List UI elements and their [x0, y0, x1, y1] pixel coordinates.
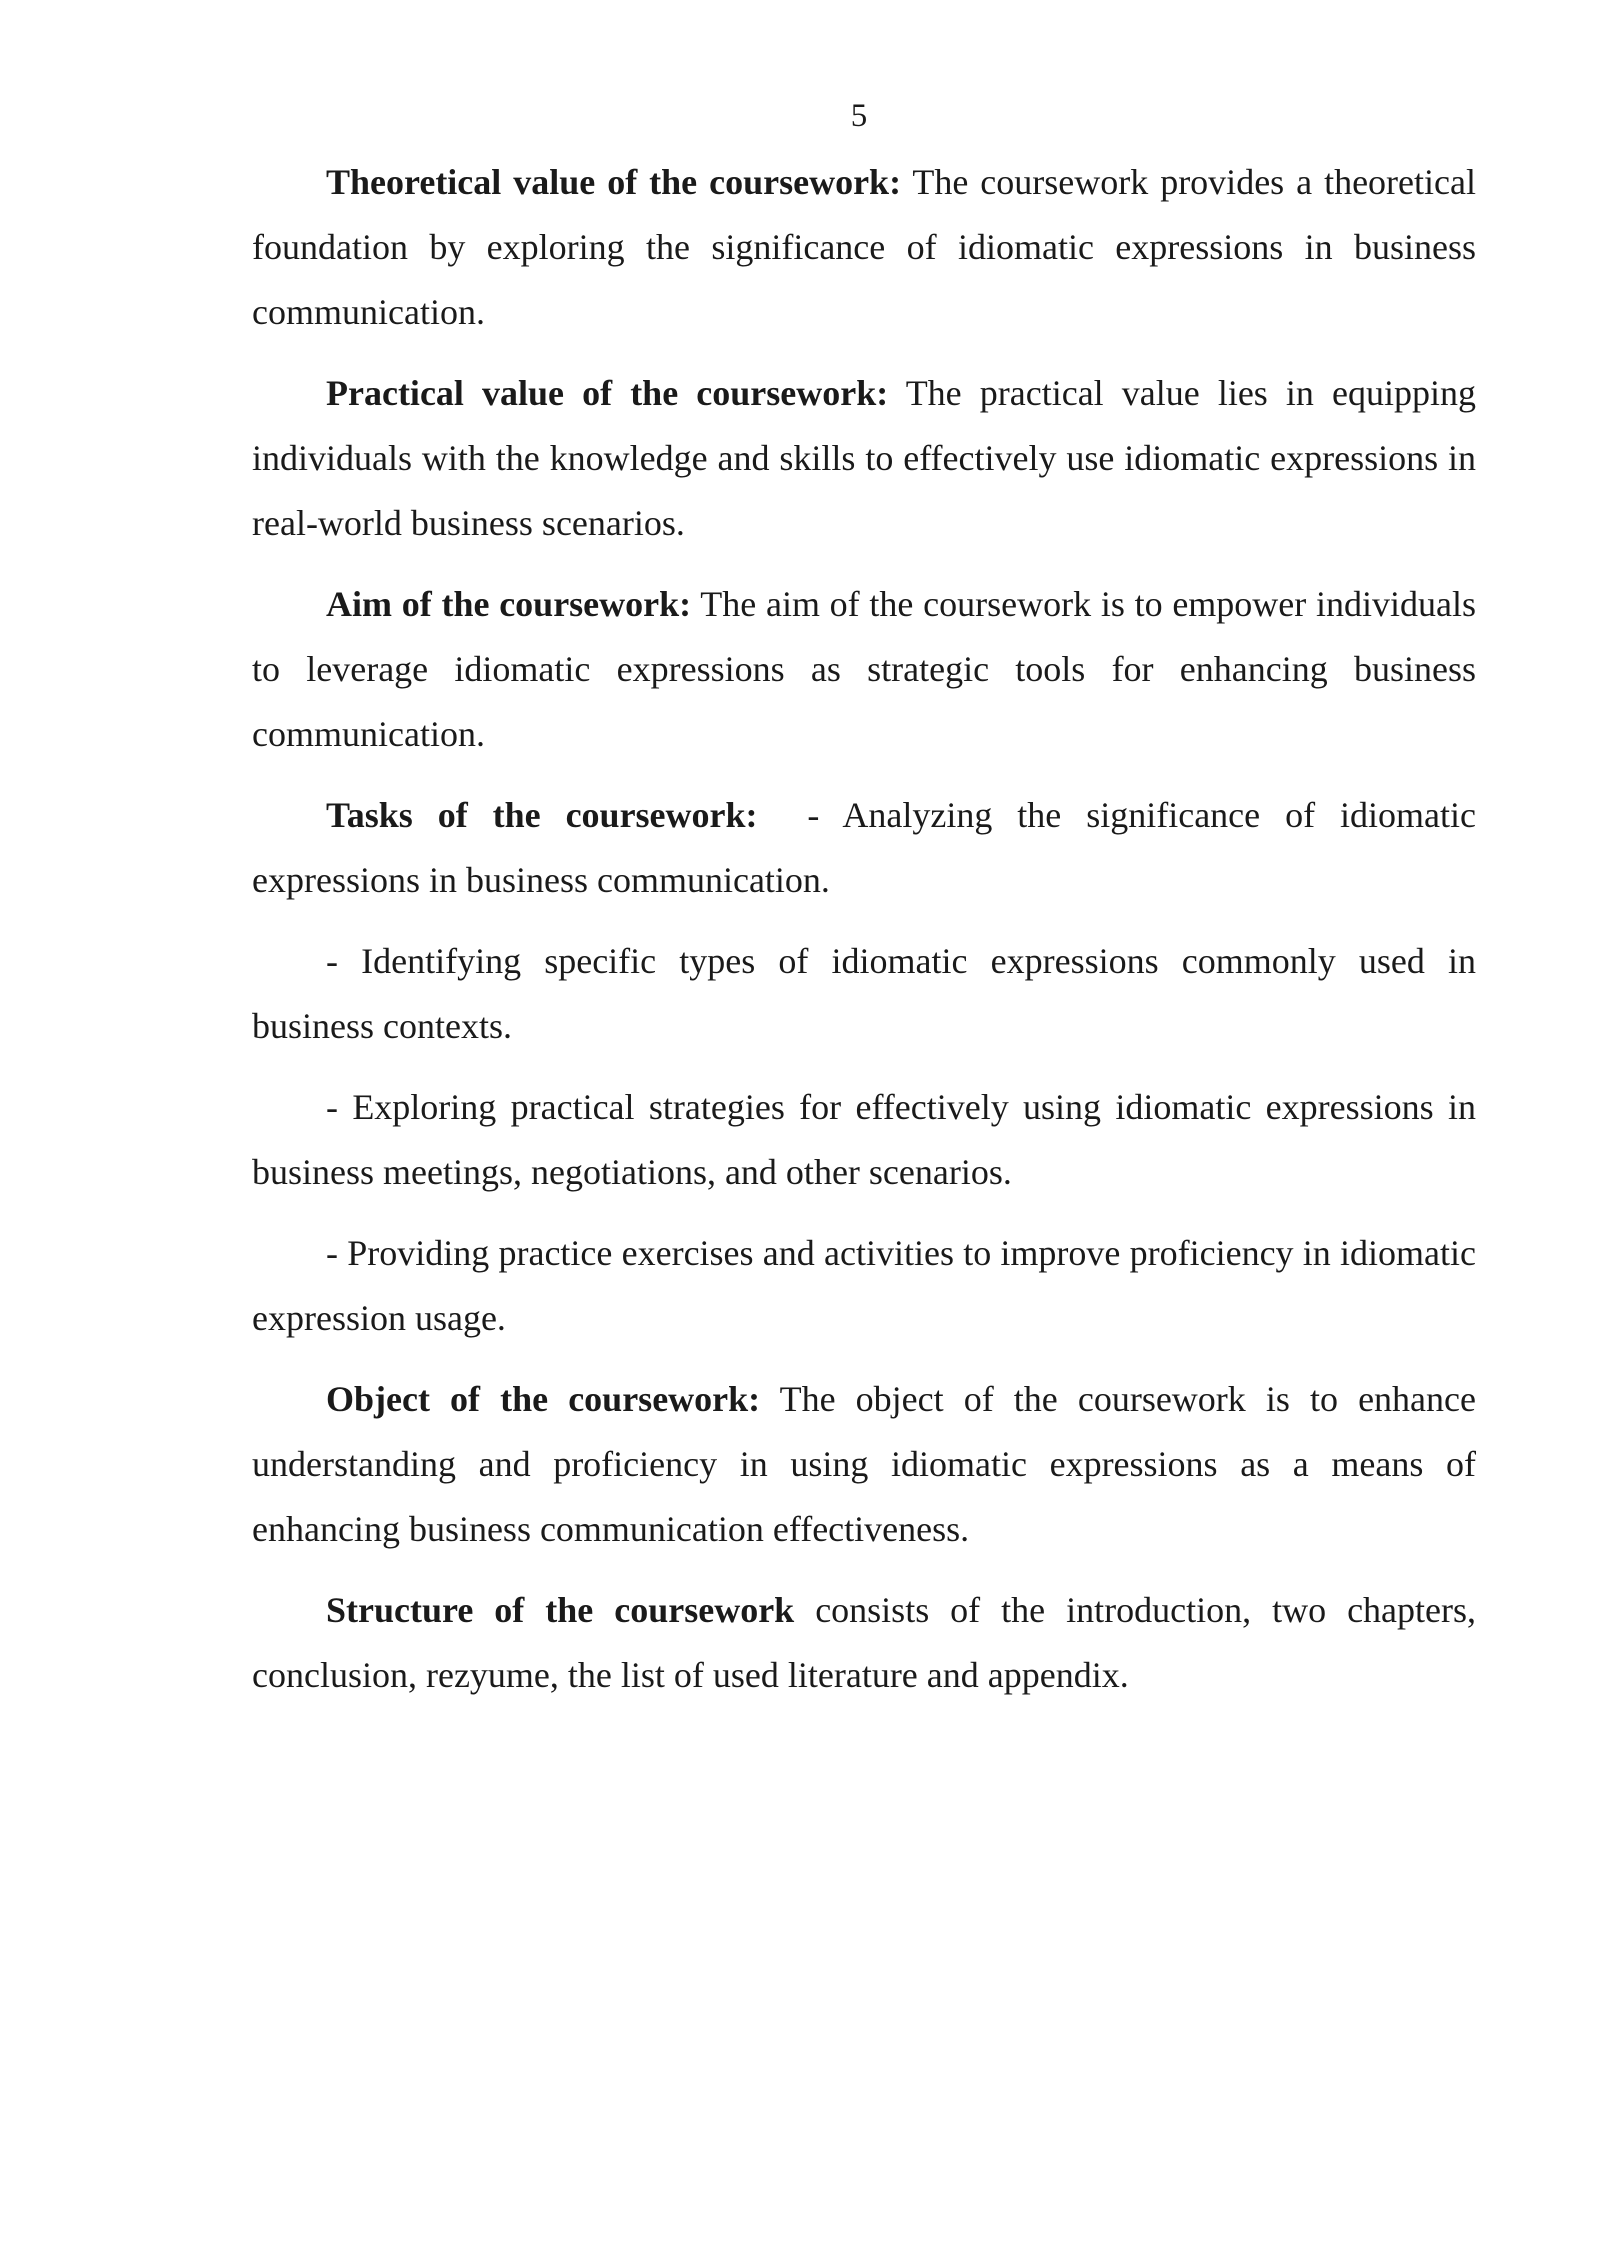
task-item-text: - Providing practice exercises and activities to improve proficiency in idiomatic expression usage.	[252, 1233, 1476, 1338]
task-item-text: - Identifying specific types of idiomatic expressions commonly used in business contexts.	[252, 941, 1476, 1046]
paragraph-heading: Structure of the coursework	[326, 1590, 795, 1630]
task-item	[252, 1221, 1476, 1351]
paragraph-structure	[252, 1578, 1476, 1708]
paragraph-text: The object of the coursework is to enhance understanding and proficiency in using idiomatic expressions as a means of enhancing business communication effectiveness.	[252, 1379, 1476, 1549]
paragraph-object	[252, 1367, 1476, 1562]
page-body	[252, 150, 1485, 1724]
task-item	[252, 1075, 1476, 1205]
paragraph-text: consists of the introduction, two chapters, conclusion, rezyume, the list of used literature and appendix.	[252, 1590, 1476, 1695]
page-number: 5	[850, 98, 868, 134]
paragraph-text: The coursework provides a theoretical foundation by exploring the significance of idiomatic expressions in business communication.	[252, 162, 1476, 332]
paragraph-heading: Theoretical value of the coursework:	[326, 162, 902, 202]
task-item-text: - Exploring practical strategies for effectively using idiomatic expressions in business meetings, negotiations, and other scenarios.	[252, 1087, 1476, 1192]
paragraph-practical-value	[252, 361, 1476, 556]
task-item	[252, 929, 1476, 1059]
paragraph-text: The aim of the coursework is to empower individuals to leverage idiomatic expressions as strategic tools for enhancing business communication.	[252, 584, 1477, 754]
paragraph-aim	[252, 572, 1476, 767]
paragraph-text: - Analyzing the significance of idiomatic expressions in business communication.	[252, 795, 1485, 900]
paragraph-heading: Object of the coursework:	[326, 1379, 761, 1419]
paragraph-heading: Aim of the coursework:	[326, 584, 692, 624]
paragraph-theoretical-value	[252, 150, 1476, 345]
paragraph-heading: Tasks of the coursework:	[326, 795, 758, 835]
paragraph-text: The practical value lies in equipping individuals with the knowledge and skills to effectively use idiomatic expressions in real-world business scenarios.	[252, 373, 1476, 543]
paragraph-tasks	[252, 783, 1485, 913]
paragraph-heading: Practical value of the coursework:	[326, 373, 889, 413]
